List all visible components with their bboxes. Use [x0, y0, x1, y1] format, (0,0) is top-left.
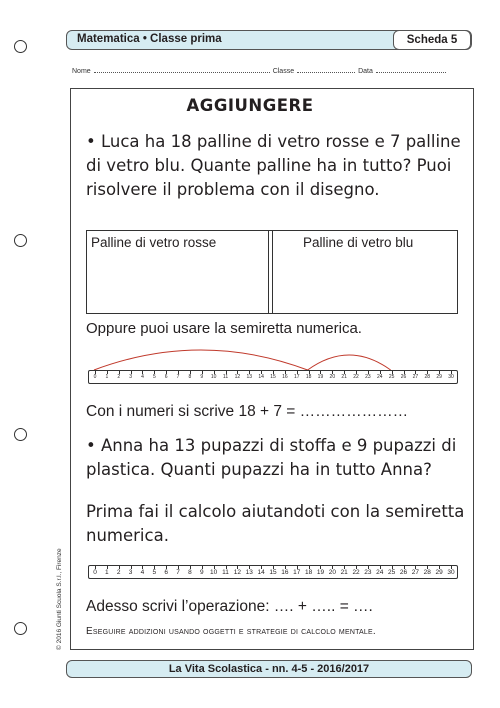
number-line-label: 2: [117, 374, 121, 380]
number-line-label: 7: [176, 374, 180, 380]
number-line-label: 14: [257, 569, 265, 576]
number-line-label: 27: [412, 374, 419, 380]
number-line-label: 21: [340, 569, 348, 576]
number-line-label: 4: [141, 374, 144, 380]
number-line-label: 0: [93, 374, 97, 380]
number-line-label: 28: [423, 569, 431, 576]
binder-hole: [14, 234, 27, 247]
date-label: Data: [358, 68, 373, 75]
number-line-label: 6: [164, 374, 168, 380]
number-line-label: 19: [316, 569, 325, 576]
operation-text[interactable]: Adesso scrivi l’operazione: …. + ….. = ….: [86, 598, 373, 615]
number-line-label: 26: [399, 569, 408, 576]
number-line-label: 22: [352, 569, 360, 576]
number-line-label: 15: [270, 374, 276, 380]
table-divider: [268, 231, 269, 313]
number-line-label: 5: [152, 374, 156, 380]
number-line-1[interactable]: [88, 370, 458, 384]
number-line-label: 8: [188, 374, 192, 380]
number-line-label: 30: [448, 374, 454, 380]
name-label: Nome: [72, 68, 91, 75]
footer-bar: La Vita Scolastica - nn. 4-5 - 2016/2017: [66, 660, 472, 678]
date-field[interactable]: [376, 66, 446, 73]
number-line-label: 8: [188, 569, 192, 576]
number-line-label: 1: [105, 374, 109, 380]
number-line-label: 20: [329, 374, 336, 380]
subject-label: Matematica • Classe prima: [77, 33, 222, 45]
copyright-note: © 2016 Giunti Scuola S.r.l., Firenze: [56, 548, 63, 650]
equation-text[interactable]: Con i numeri si scrive 18 + 7 = …………………: [86, 403, 409, 420]
number-line-label: 9: [200, 374, 204, 380]
binder-hole: [14, 428, 27, 441]
number-line-label: 20: [328, 569, 336, 576]
number-line-label: 29: [435, 569, 443, 576]
number-line-label: 24: [376, 569, 384, 576]
binder-hole: [14, 622, 27, 635]
drawing-table: [86, 230, 458, 314]
number-line-label: 30: [447, 569, 455, 576]
number-line-label: 23: [364, 569, 372, 576]
number-line-label: 13: [246, 374, 253, 380]
number-line-label: 29: [436, 374, 442, 380]
problem-2-text: • Anna ha 13 pupazzi di stoffa e 9 pupazzi di plastica. Quanti pupazzi ha in tutto Anna?: [86, 436, 457, 479]
number-line-label: 12: [234, 374, 241, 380]
number-line-label: 19: [317, 374, 324, 380]
learning-objective-note: Eseguire addizioni usando oggetti e strategie di calcolo mentale.: [86, 626, 376, 637]
number-line-label: 6: [164, 569, 168, 576]
page-title: AGGIUNGERE: [186, 96, 314, 115]
student-info-line: [72, 66, 472, 75]
column-label-blue: Palline di vetro blu: [303, 235, 414, 250]
sheet-label: Scheda 5: [393, 30, 471, 50]
column-label-red: Palline di vetro rosse: [91, 235, 217, 250]
number-line-label: 5: [152, 569, 157, 576]
number-line-label: 17: [293, 569, 301, 576]
header-bar: [66, 30, 472, 50]
drawing-area-blue[interactable]: [273, 253, 457, 313]
alternative-text: Oppure puoi usare la semiretta numerica.: [86, 320, 362, 337]
number-line-label: 28: [424, 374, 431, 380]
number-line-label: 25: [388, 374, 395, 380]
problem-1-text: • Luca ha 18 palline di vetro rosse e 7 palline di vetro blu. Quante palline ha in tutto? Puoi risolvere il problema con il disegno.: [86, 132, 461, 199]
number-line-label: 11: [222, 374, 229, 380]
number-line-label: 25: [388, 569, 396, 576]
class-field[interactable]: [297, 66, 355, 73]
number-line-label: 10: [210, 569, 218, 576]
number-line-label: 9: [199, 569, 204, 576]
number-line-label: 22: [353, 374, 359, 380]
number-line-label: 2: [116, 569, 121, 576]
number-line-2[interactable]: [88, 565, 458, 579]
arc-first-jump: [94, 350, 308, 370]
number-line-label: 7: [176, 569, 180, 576]
number-line-label: 23: [365, 374, 371, 380]
number-line-label: 14: [258, 374, 264, 380]
number-line-label: 13: [245, 569, 253, 576]
number-line-label: 0: [93, 569, 97, 576]
number-line-label: 21: [341, 374, 347, 380]
problem-2-instruction: Prima fai il calcolo aiutandoti con la semiretta numerica.: [86, 502, 465, 545]
arc-second-jump: [308, 355, 391, 370]
number-line-label: 18: [305, 374, 312, 380]
name-field[interactable]: [94, 66, 270, 73]
number-line-label: 24: [377, 374, 383, 380]
class-label: Classe: [272, 68, 295, 75]
number-line-label: 16: [281, 569, 289, 576]
number-line-label: 10: [210, 374, 217, 380]
number-line-label: 4: [140, 569, 145, 576]
drawing-area-red[interactable]: [87, 253, 268, 313]
number-line-label: 17: [293, 374, 300, 380]
number-line-label: 15: [269, 569, 277, 576]
number-line-label: 11: [222, 569, 229, 576]
number-line-label: 3: [129, 374, 132, 380]
number-line-label: 12: [233, 569, 242, 576]
number-line-label: 1: [105, 569, 109, 576]
number-line-label: 27: [411, 569, 420, 576]
number-line-label: 3: [128, 569, 133, 576]
number-line-label: 26: [400, 374, 407, 380]
binder-hole: [14, 40, 27, 53]
number-line-label: 16: [282, 374, 288, 380]
number-line-label: 18: [304, 569, 313, 576]
